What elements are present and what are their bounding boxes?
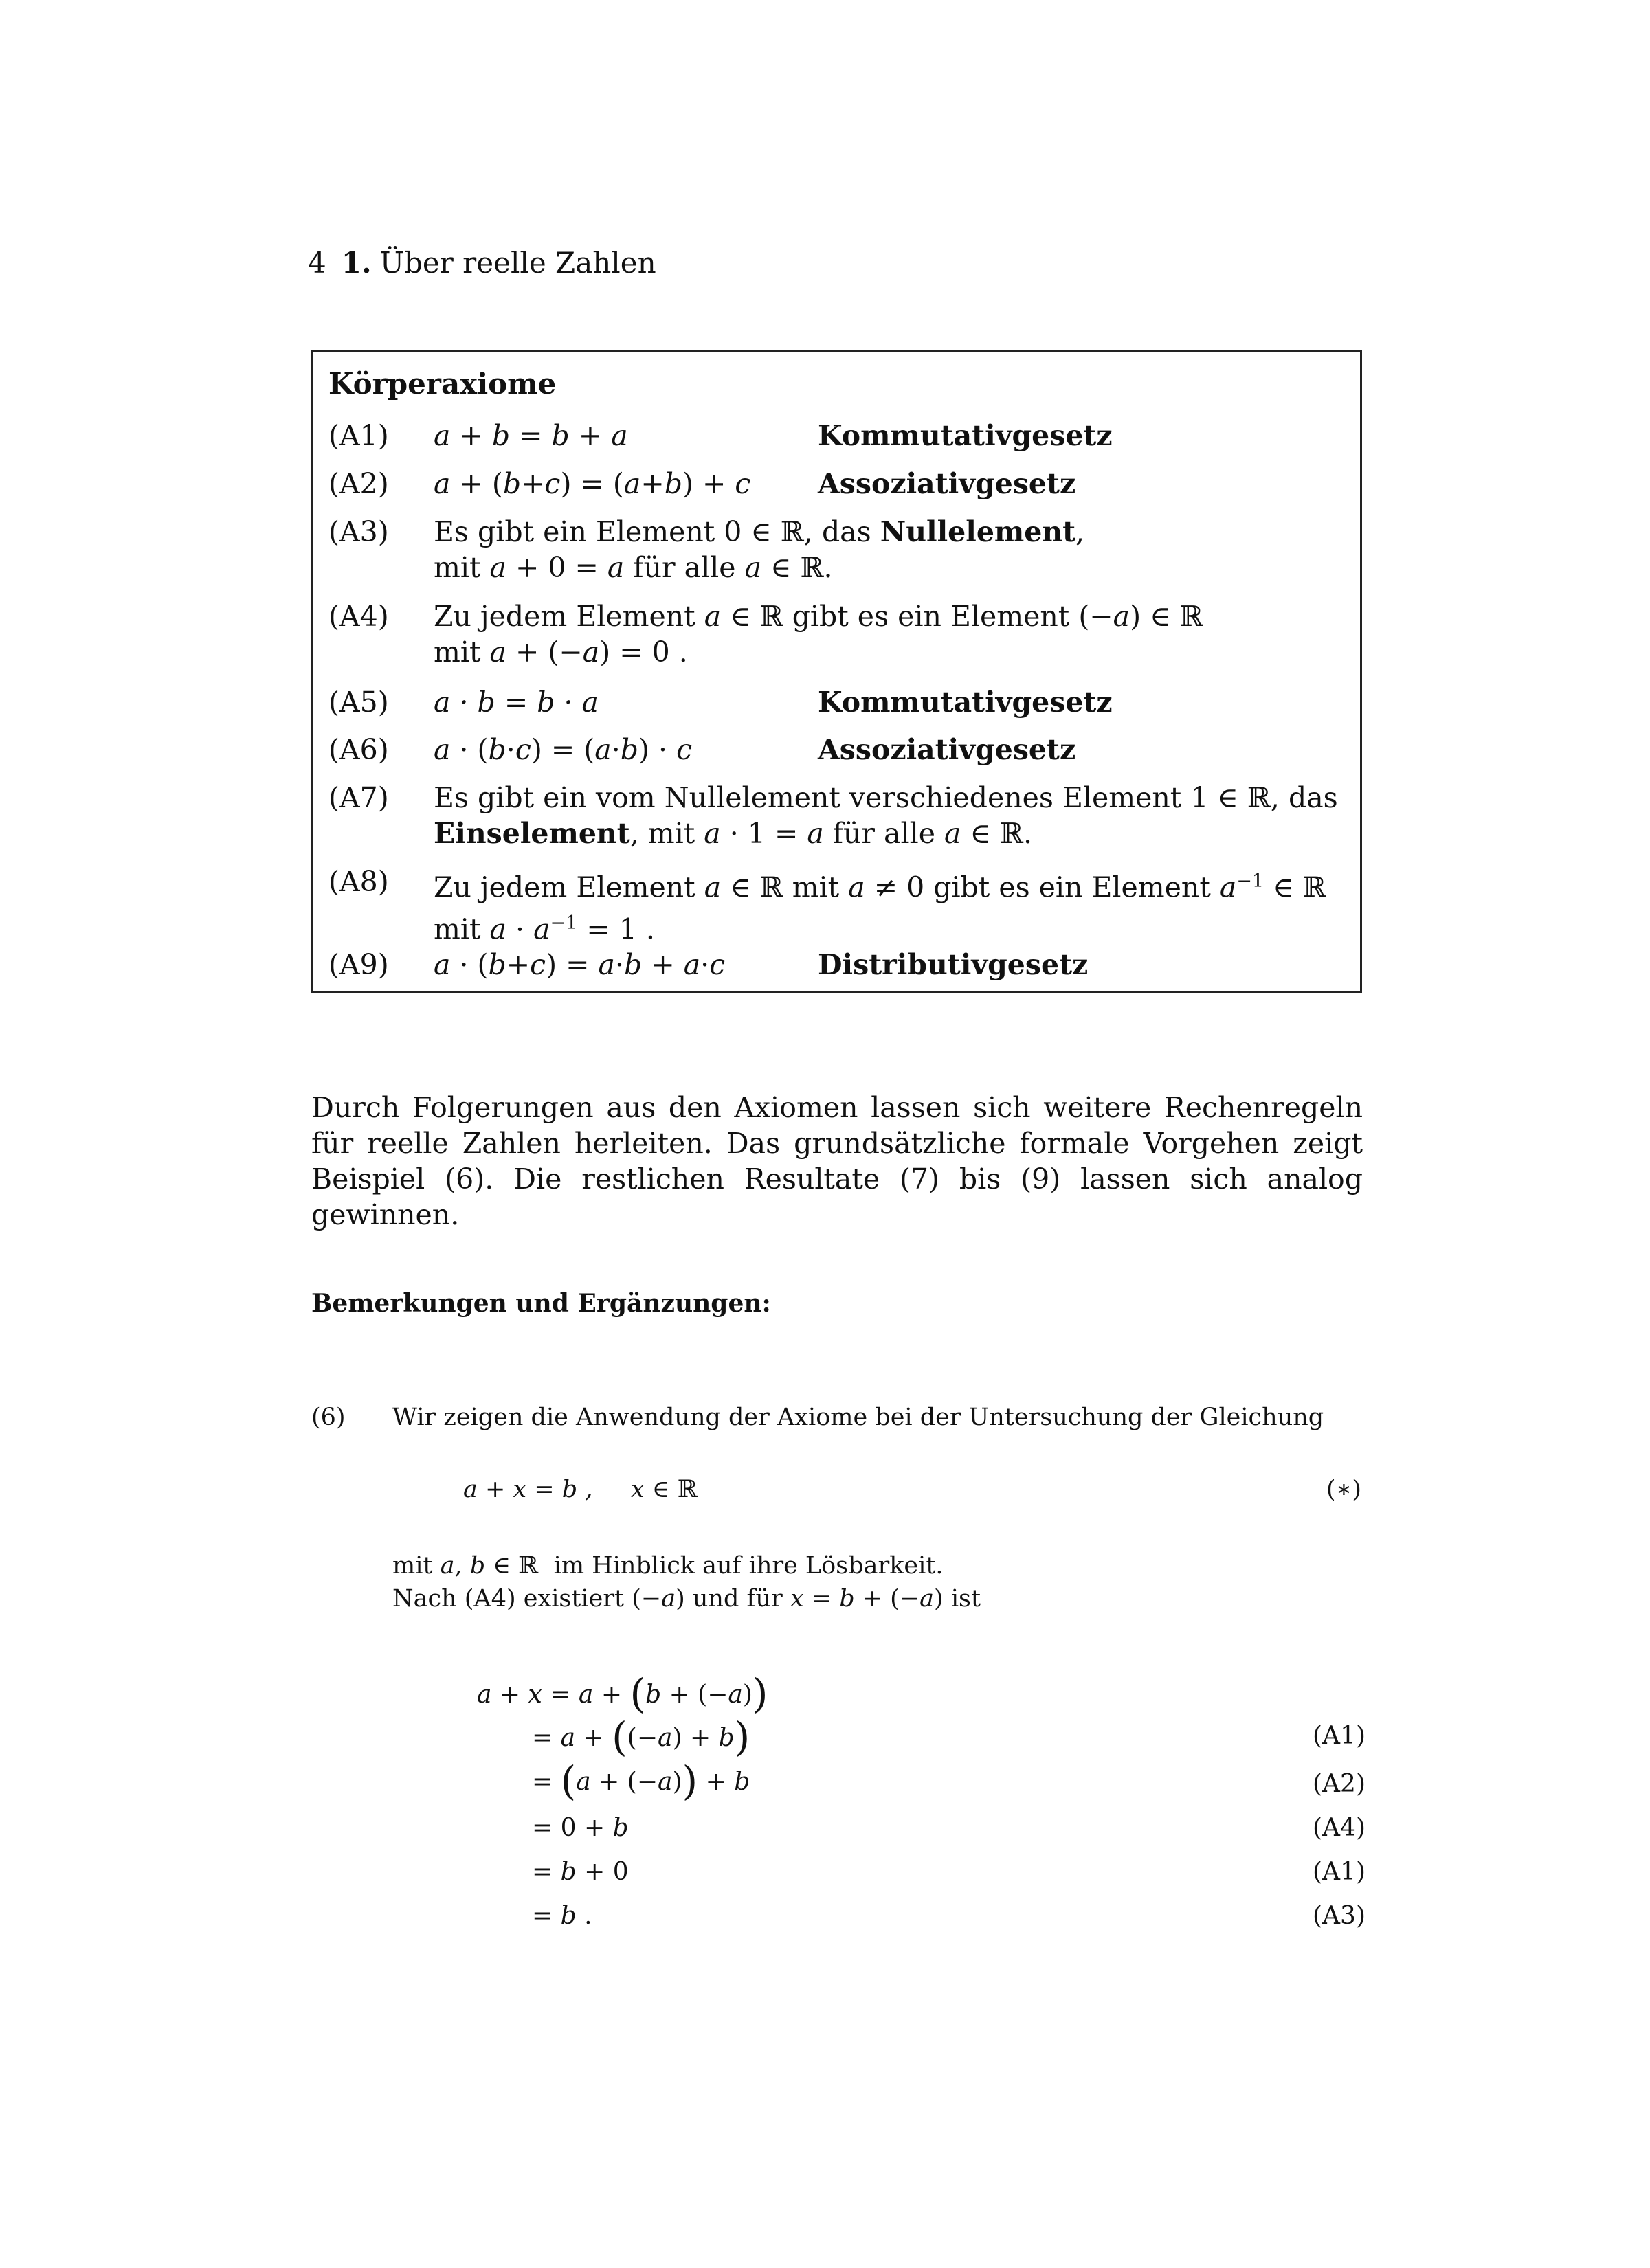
chapter-title: Über reelle Zahlen <box>379 246 656 280</box>
axiom-label: (A9) <box>328 948 389 981</box>
example-intro: Wir zeigen die Anwendung der Axiome bei der Untersuchung der Gleichung <box>392 1404 1324 1431</box>
axiom-label: (A6) <box>328 733 389 766</box>
example-approach: Nach (A4) existiert (−a) und für x = b + (−a) ist <box>392 1585 981 1613</box>
derivation-step: = b + 0 <box>532 1858 629 1886</box>
equation-tag: (∗) <box>1326 1476 1361 1503</box>
axiom-label: (A2) <box>328 467 389 500</box>
axiom-formula: a · (b+c) = a·b + a·c <box>434 948 726 981</box>
axiom-law-name: Distributivgesetz <box>818 948 1089 981</box>
axiom-law-name: Assoziativgesetz <box>818 467 1076 500</box>
axiom-text: Es gibt ein Element 0 ∈ ℝ, das Nullelement, mit a + 0 = a für alle a ∈ ℝ. <box>434 515 1085 584</box>
axiom-text: Zu jedem Element a ∈ ℝ gibt es ein Element (−a) ∈ ℝ mit a + (−a) = 0 . <box>434 600 1203 669</box>
body-paragraph: Durch Folgerungen aus den Axiomen lassen sich weitere Rechenregeln für reelle Zahlen herleiten. Das grundsätzliche formale Vorgehen zeigt Beispiel (6). Die restlichen Resultate (7) bis (9) lassen sich analog gewinnen. <box>311 1091 1363 1231</box>
derivation-tag: (A1) <box>1313 1722 1365 1750</box>
derivation-tag: (A1) <box>1313 1858 1365 1886</box>
page-number: 4 <box>308 246 326 280</box>
axiom-law-name: Assoziativgesetz <box>818 733 1076 766</box>
equation-main: a + x = b , <box>463 1476 593 1503</box>
section-heading: Bemerkungen und Ergänzungen: <box>311 1289 771 1318</box>
derivation-step: = b . <box>532 1902 592 1930</box>
axiom-label: (A7) <box>328 781 389 814</box>
axiom-label: (A8) <box>328 865 389 898</box>
axioms-box-title: Körperaxiome <box>328 367 557 401</box>
derivation-tag: (A2) <box>1313 1770 1365 1798</box>
equation-domain: x ∈ ℝ <box>631 1476 698 1503</box>
derivation-tag: (A4) <box>1313 1814 1365 1842</box>
example-condition: mit a, b ∈ ℝ im Hinblick auf ihre Lösbarkeit. <box>392 1552 944 1580</box>
axiom-formula: a · (b·c) = (a·b) · c <box>434 733 693 766</box>
chapter-number: 1. <box>341 246 372 280</box>
example-number: (6) <box>311 1404 346 1431</box>
axiom-law-name: Kommutativgesetz <box>818 686 1113 719</box>
axiom-text: Zu jedem Element a ∈ ℝ mit a ≠ 0 gibt es ein Element $a^{-1}$ ∈ ℝ mit $a \cdot a^{-1} = 1$ . <box>434 871 1326 946</box>
axiom-formula: a · b = b · a <box>434 686 599 719</box>
derivation-tag: (A3) <box>1313 1902 1365 1930</box>
axiom-label: (A5) <box>328 686 389 719</box>
axiom-formula: a + (b+c) = (a+b) + c <box>434 467 751 500</box>
axiom-label: (A4) <box>328 600 389 633</box>
axiom-formula: a + b = b + a <box>434 419 628 452</box>
axiom-text: Es gibt ein vom Nullelement verschiedenes Element 1 ∈ ℝ, das Einselement, mit a · 1 = a für alle a ∈ ℝ. <box>434 781 1338 850</box>
derivation-step: a + x = a + (b + (−a)) <box>477 1670 768 1717</box>
derivation-step: = (a + (−a)) + b <box>532 1758 750 1804</box>
derivation-step: = 0 + b <box>532 1814 629 1842</box>
derivation-step: = a + ((−a) + b) <box>532 1714 750 1760</box>
axiom-label: (A1) <box>328 419 389 452</box>
axiom-law-name: Kommutativgesetz <box>818 419 1113 452</box>
axiom-label: (A3) <box>328 515 389 548</box>
